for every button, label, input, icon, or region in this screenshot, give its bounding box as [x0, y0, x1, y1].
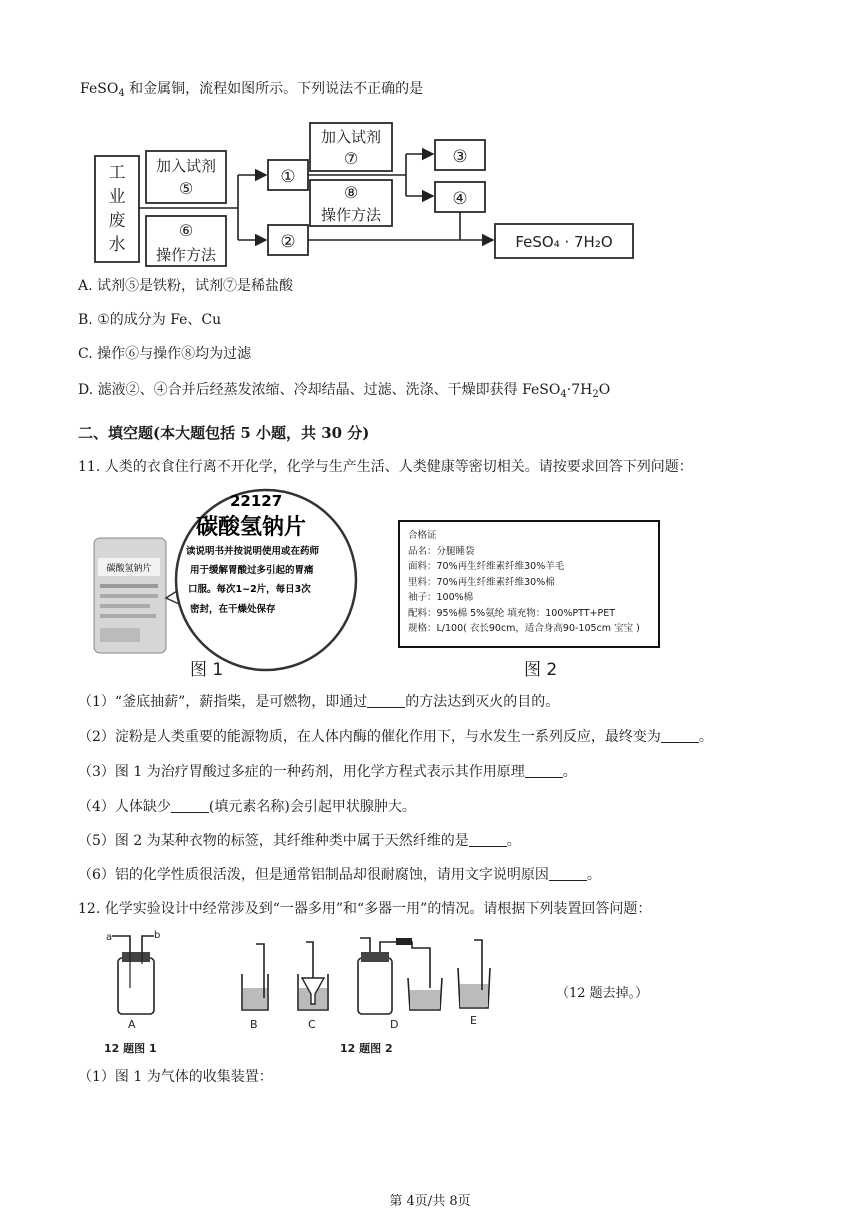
- reagent5-num: ⑤: [178, 179, 194, 198]
- intro-text: 和金属铜，流程如图所示。下列说法不正确的是: [129, 81, 424, 97]
- option-b: B. ①的成分为 Fe、Cu: [78, 312, 222, 328]
- label-row: 面料：70%再生纤维素纤维30%羊毛: [408, 561, 565, 572]
- label-row: 品名：分腿睡袋: [408, 545, 475, 557]
- answer-blank[interactable]: [549, 866, 587, 881]
- svg-text:B: B: [250, 1018, 258, 1031]
- svg-text:E: E: [470, 1014, 477, 1027]
- figure1-medicine-photo: [88, 488, 358, 678]
- q11-stem: 11. 人类的衣食住行离不开化学，化学与生产生活、人类健康等密切相关。请按要求回答下列问题：: [78, 459, 693, 475]
- reagent5-label: 加入试剂: [155, 157, 217, 175]
- operation6-num: ⑥: [178, 221, 194, 240]
- label-row: 规格：L/100( 衣长90cm，适合身高90-105cm 宝宝 ): [408, 623, 640, 634]
- fig1-line1: 读说明书并按说明使用或在药师: [186, 546, 320, 557]
- label-row: 配料：95%棉 5%氨纶 填充物：100%PTT+PET: [408, 607, 616, 619]
- figure1-caption: 图 1: [190, 660, 224, 680]
- svg-text:A: A: [128, 1018, 136, 1031]
- waste-char-2: 业: [108, 187, 126, 207]
- apparatus-b-beaker: [242, 944, 268, 1031]
- page-footer: 第 4页/共 8页: [389, 1194, 471, 1209]
- figure2-caption: 图 2: [524, 660, 558, 680]
- waste-char-4: 水: [108, 235, 126, 255]
- operation8-num: ⑧: [343, 183, 359, 202]
- apparatus-d-bottle-beaker: [358, 938, 442, 1031]
- label-row: 里料：70%再生纤维素纤维30%棉: [408, 576, 555, 588]
- label-row: 袖子：100%棉: [408, 592, 474, 603]
- operation6-label: 操作方法: [155, 246, 217, 264]
- reagent7-num: ⑦: [343, 149, 359, 168]
- q11-part4: （4）人体缺少 (填元素名称)会引起甲状腺肿大。: [78, 799, 416, 815]
- operation8-label: 操作方法: [320, 206, 382, 224]
- fig1-line4: 密封，在干燥处保存: [190, 604, 276, 615]
- q11-part6: （6）铝的化学性质很活泼，但是通常铝制品却很耐腐蚀，请用文字说明原因 。: [78, 867, 601, 883]
- reagent7-label: 加入试剂: [320, 128, 382, 146]
- q12-apparatus-figures: [90, 928, 530, 1058]
- svg-text:12 题图 2: 12 题图 2: [340, 1042, 393, 1055]
- figure2-garment-label: [398, 520, 660, 648]
- fig1-title: 碳酸氢钠片: [196, 515, 307, 540]
- section-heading: 二、填空题(本大题包括 5 小题，共 30 分): [78, 424, 370, 442]
- apparatus-c-funnel: [298, 942, 328, 1031]
- svg-text:12 题图 1: 12 题图 1: [104, 1042, 157, 1055]
- node2-label: ②: [280, 232, 296, 252]
- product-label: FeSO₄ · 7H₂O: [515, 233, 613, 251]
- option-d: D. 滤液②、④合并后经蒸发浓缩、冷却结晶、过滤、洗涤、干燥即获得 $FeSO_4\cdot 7H_2O$: [78, 382, 611, 400]
- option-c: C. 操作⑥与操作⑧均为过滤: [78, 346, 252, 362]
- q12-removed-note: （12 题去掉。）: [556, 986, 649, 1001]
- q11-part2: （2）淀粉是人类重要的能源物质，在人体内酶的催化作用下，与水发生一系列反应，最终变为 。: [78, 729, 713, 745]
- fig1-code: 22127: [230, 492, 283, 510]
- node1-label: ①: [280, 167, 296, 187]
- svg-text:D: D: [390, 1018, 399, 1031]
- q11-part5: （5）图 2 为某种衣物的标签，其纤维种类中属于天然纤维的是 。: [78, 833, 521, 849]
- waste-char-1: 工: [108, 163, 126, 183]
- waste-char-3: 废: [108, 211, 126, 231]
- intro-line: FeSO$_4$ 和金属铜，流程如图所示。下列说法不正确的是: [80, 81, 424, 99]
- answer-blank[interactable]: [171, 798, 209, 813]
- answer-blank[interactable]: [661, 728, 699, 743]
- svg-text:b: b: [154, 930, 161, 941]
- answer-blank[interactable]: [469, 832, 507, 847]
- answer-blank[interactable]: [525, 763, 563, 778]
- q11-part3: （3）图 1 为治疗胃酸过多症的一种药剂，用化学方程式表示其作用原理 。: [78, 764, 577, 780]
- label-title: 合格证: [408, 530, 437, 541]
- option-a: A. 试剂⑤是铁粉，试剂⑦是稀盐酸: [78, 278, 294, 294]
- intro-formula: FeSO: [80, 81, 119, 97]
- q11-part1: （1）“釜底抽薪”，薪指柴，是可燃物，即通过 的方法达到灭火的目的。: [78, 694, 560, 710]
- svg-text:a: a: [106, 932, 113, 943]
- answer-blank[interactable]: [367, 693, 405, 708]
- apparatus-a-gas-bottle: [104, 930, 160, 1055]
- bottle-label: 碳酸氢钠片: [106, 564, 152, 574]
- fig1-line2: 用于缓解胃酸过多引起的胃痛: [190, 565, 314, 576]
- q12-part1: （1）图 1 为气体的收集装置：: [78, 1069, 273, 1085]
- node3-label: ③: [452, 147, 468, 167]
- svg-text:C: C: [308, 1018, 316, 1031]
- node4-label: ④: [452, 189, 468, 209]
- q12-stem: 12. 化学实验设计中经常涉及到“一器多用”和“多器一用”的情况。请根据下列装置回答问题：: [78, 901, 652, 917]
- apparatus-e-beaker: [458, 940, 490, 1027]
- process-flowchart: [88, 118, 648, 268]
- fig1-line3: 口服。每次1~2片，每日3次: [188, 584, 311, 595]
